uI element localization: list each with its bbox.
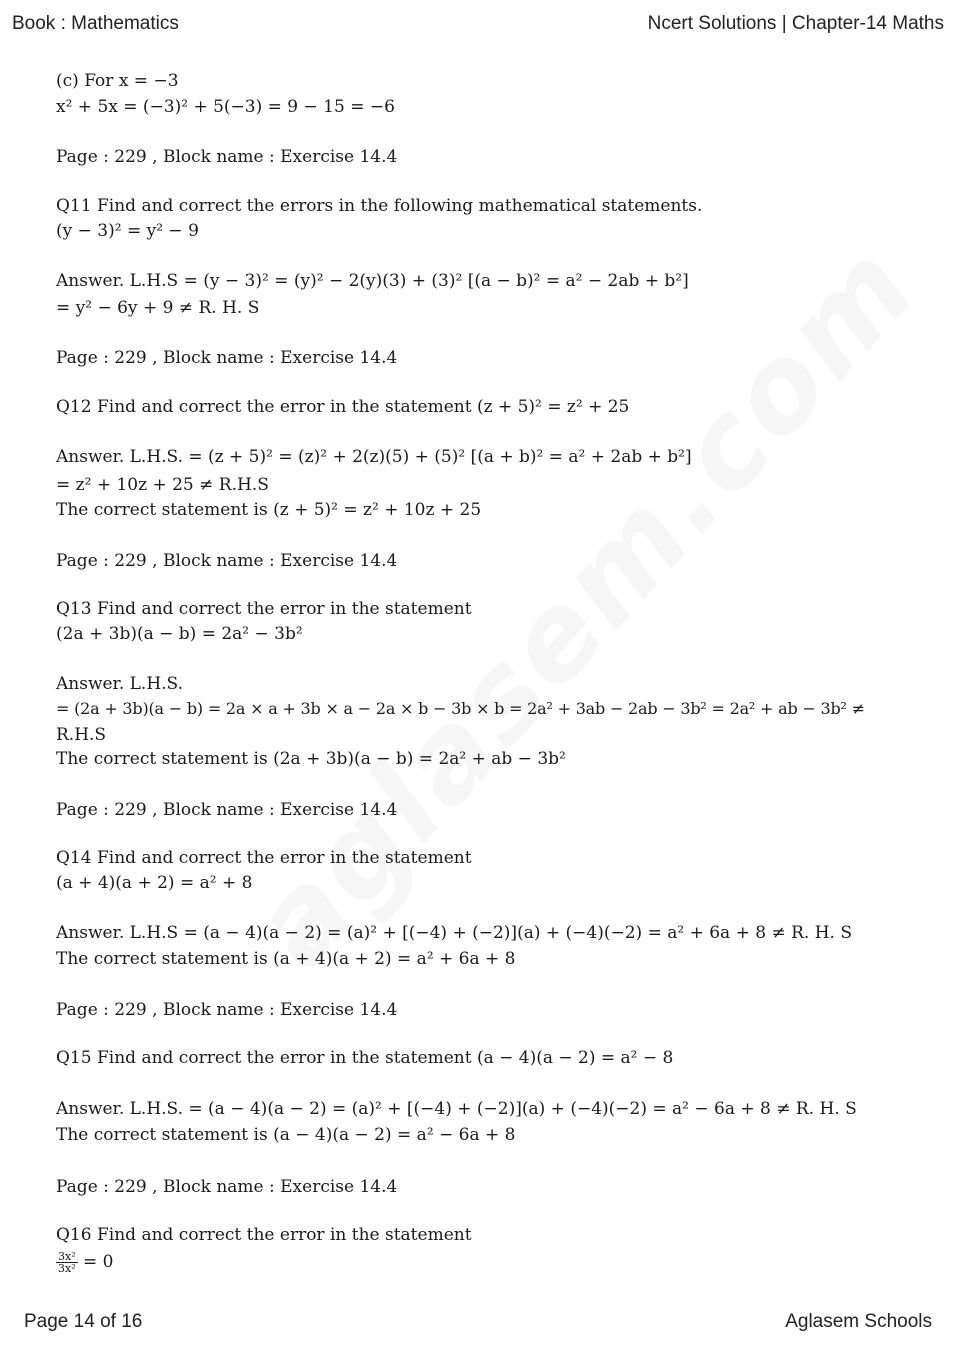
q16-fraction [56, 1251, 78, 1274]
text-line: (c) For x = −3 [56, 71, 179, 91]
text-line: R.H.S [56, 725, 107, 745]
text-line: Answer. L.H.S. = (z + 5)² = (z)² + 2(z)(5) + (5)² [(a + b)² = a² + 2ab + b²] [56, 447, 692, 467]
text-line: Q14 Find and correct the error in the statement [56, 848, 472, 868]
q16-equation [56, 1248, 114, 1276]
header-chapter-title: Ncert Solutions | Chapter-14 Maths [647, 13, 944, 34]
text-line: (2a + 3b)(a − b) = 2a² − 3b² [56, 624, 303, 644]
text-line: = (2a + 3b)(a − b) = 2a × a + 3b × a − 2a × b − 3b × b = 2a² + 3ab − 2ab − 3b² = 2a² + ab − 3b² ≠ [56, 699, 865, 718]
text-line: Page : 229 , Block name : Exercise 14.4 [56, 1177, 398, 1197]
text-line: The correct statement is (z + 5)² = z² + 10z + 25 [56, 500, 482, 520]
text-line: = y² − 6y + 9 ≠ R. H. S [56, 298, 260, 318]
header-book-title: Book : Mathematics [12, 13, 179, 34]
text-line: Answer. L.H.S. = (a − 4)(a − 2) = (a)² + [(−4) + (−2)](a) + (−4)(−2) = a² − 6a + 8 ≠ R. H. S [56, 1099, 857, 1119]
footer-page-number: Page 14 of 16 [24, 1311, 143, 1332]
text-line: (y − 3)² = y² − 9 [56, 221, 199, 241]
text-line: The correct statement is (2a + 3b)(a − b) = 2a² + ab − 3b² [56, 749, 566, 769]
fraction-rhs: = 0 [83, 1252, 114, 1272]
text-line: Answer. L.H.S = (y − 3)² = (y)² − 2(y)(3) + (3)² [(a − b)² = a² − 2ab + b²] [56, 271, 689, 291]
text-line: Answer. L.H.S = (a − 4)(a − 2) = (a)² + [(−4) + (−2)](a) + (−4)(−2) = a² + 6a + 8 ≠ R. H. S [56, 923, 852, 943]
fraction-denominator: 3x² [58, 1262, 76, 1275]
text-line: Q12 Find and correct the error in the statement (z + 5)² = z² + 25 [56, 397, 630, 417]
footer-publisher: Aglasem Schools [785, 1311, 932, 1332]
text-line: Answer. L.H.S. [56, 674, 183, 694]
text-line: Q16 Find and correct the error in the statement [56, 1225, 472, 1245]
text-line: Page : 229 , Block name : Exercise 14.4 [56, 348, 398, 368]
text-line: Page : 229 , Block name : Exercise 14.4 [56, 1000, 398, 1020]
text-line: Q11 Find and correct the errors in the following mathematical statements. [56, 196, 703, 216]
text-line: The correct statement is (a + 4)(a + 2) = a² + 6a + 8 [56, 949, 516, 969]
text-line: Q15 Find and correct the error in the statement (a − 4)(a − 2) = a² − 8 [56, 1048, 674, 1068]
text-line: Page : 229 , Block name : Exercise 14.4 [56, 147, 398, 167]
text-line: The correct statement is (a − 4)(a − 2) = a² − 6a + 8 [56, 1125, 516, 1145]
text-line: Page : 229 , Block name : Exercise 14.4 [56, 551, 398, 571]
text-line: Page : 229 , Block name : Exercise 14.4 [56, 800, 398, 820]
fraction-numerator: 3x² [58, 1250, 76, 1263]
text-line: = z² + 10z + 25 ≠ R.H.S [56, 475, 269, 495]
text-line: x² + 5x = (−3)² + 5(−3) = 9 − 15 = −6 [56, 97, 395, 117]
text-line: Q13 Find and correct the error in the statement [56, 599, 472, 619]
text-line: (a + 4)(a + 2) = a² + 8 [56, 873, 253, 893]
